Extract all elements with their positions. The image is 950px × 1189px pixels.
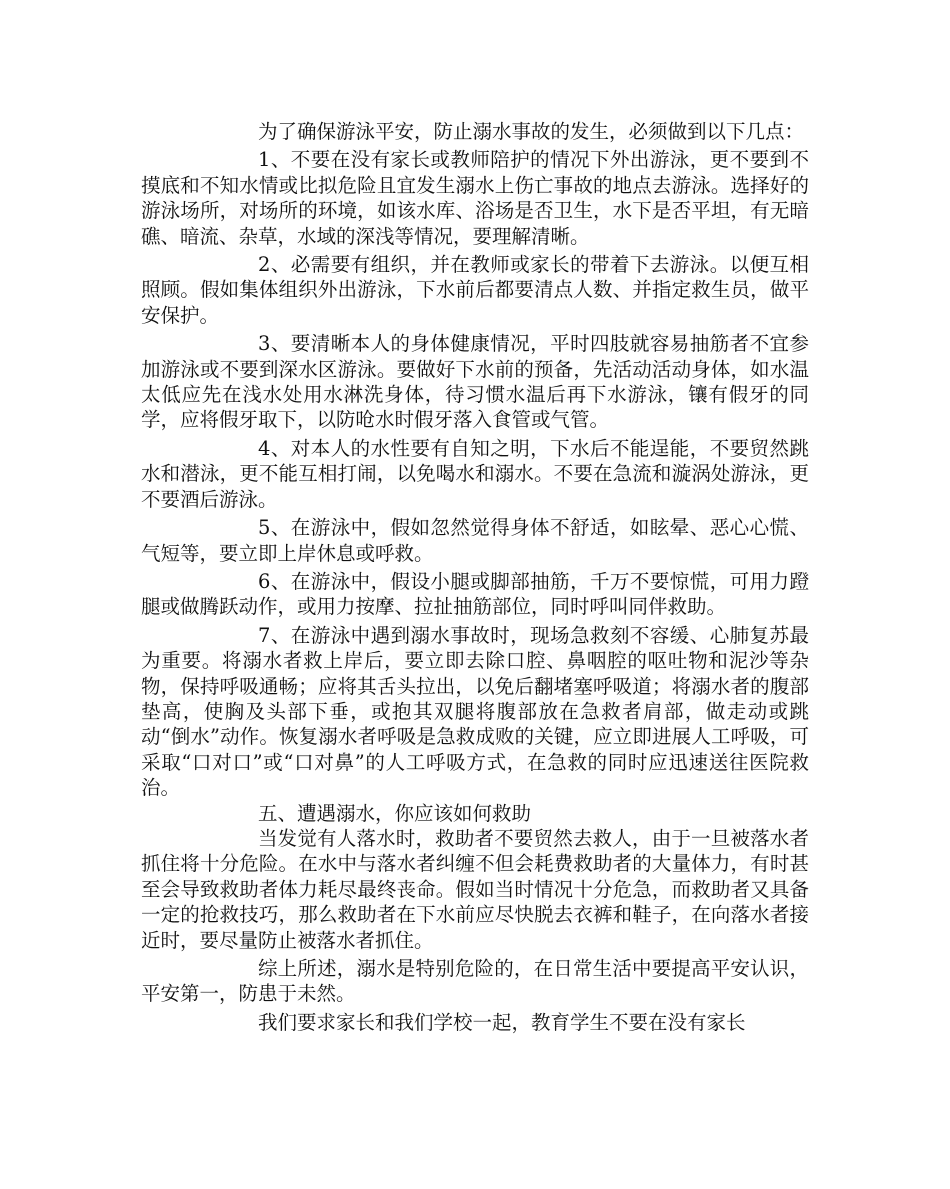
summary-paragraph: 综上所述，溺水是特别危险的，在日常生活中要提高平安认识，平安第一，防患于未然。 bbox=[141, 957, 809, 1006]
rescue-paragraph: 当发觉有人落水时，救助者不要贸然去救人，由于一旦被落水者抓住将十分危险。在水中与落水者纠缠不但会耗费救助者的大量体力，有时甚至会导致救助者体力耗尽最终丧命。假如当时情况十分危急，而救助者又具备一定的抢救技巧，那么救助者在下水前应尽快脱去衣裤和鞋子，在向落水者接近时，要尽量防止被落水者抓住。 bbox=[141, 826, 809, 952]
rule-2-paragraph: 2、必需要有组织，并在教师或家长的带着下去游泳。以便互相照顾。假如集体组织外出游泳，下水前后都要清点人数、并指定救生员，做平安保护。 bbox=[141, 253, 809, 327]
closing-paragraph: 我们要求家长和我们学校一起，教育学生不要在没有家长 bbox=[258, 1010, 746, 1034]
rule-4-paragraph: 4、对本人的水性要有自知之明，下水后不能逞能，不要贸然跳水和潜泳，更不能互相打闹，以免喝水和溺水。不要在急流和漩涡处游泳，更不要酒后游泳。 bbox=[141, 436, 809, 511]
rule-5-paragraph: 5、在游泳中，假如忽然觉得身体不舒适，如眩晕、恶心心慌、气短等，要立即上岸休息或呼救。 bbox=[141, 516, 809, 565]
rule-6-paragraph: 6、在游泳中，假设小腿或脚部抽筋，千万不要惊慌，可用力蹬腿或做腾跃动作，或用力按摩、拉扯抽筋部位，同时呼叫同伴救助。 bbox=[141, 569, 809, 619]
rule-1-paragraph: 1、不要在没有家长或教师陪护的情况下外出游泳，更不要到不摸底和不知水情或比拟危险且宜发生溺水上伤亡事故的地点去游泳。选择好的游泳场所，对场所的环境，如该水库、浴场是否卫生，水下是否平坦，有无暗礁、暗流、杂草，水域的深浅等情况，要理解清晰。 bbox=[141, 148, 809, 248]
rule-7-paragraph: 7、在游泳中遇到溺水事故时，现场急救刻不容缓、心肺复苏最为重要。将溺水者救上岸后，要立即去除口腔、鼻咽腔的呕吐物和泥沙等杂物，保持呼吸通畅；应将其舌头拉出，以免后翻堵塞呼吸道；将溺水者的腹部垫高，使胸及头部下垂，或抱其双腿将腹部放在急救者肩部，做走动或跳动“倒水”动作。恢复溺水者呼吸是急救成败的关键，应立即进展人工呼吸，可采取“口对口”或“口对鼻”的人工呼吸方式，在急救的同时应迅速送往医院救治。 bbox=[141, 623, 809, 800]
intro-paragraph: 为了确保游泳平安，防止溺水事故的发生，必须做到以下几点： bbox=[258, 120, 805, 143]
section-heading: 五、遭遇溺水，你应该如何救助 bbox=[258, 801, 532, 825]
rule-3-paragraph: 3、要清晰本人的身体健康情况，平时四肢就容易抽筋者不宜参加游泳或不要到深水区游泳。要做好下水前的预备，先活动活动身体，如水温太低应先在浅水处用水淋洗身体，待习惯水温后再下水游泳，镶有假牙的同学，应将假牙取下，以防呛水时假牙落入食管或气管。 bbox=[141, 332, 809, 432]
document-body bbox=[141, 119, 809, 1035]
